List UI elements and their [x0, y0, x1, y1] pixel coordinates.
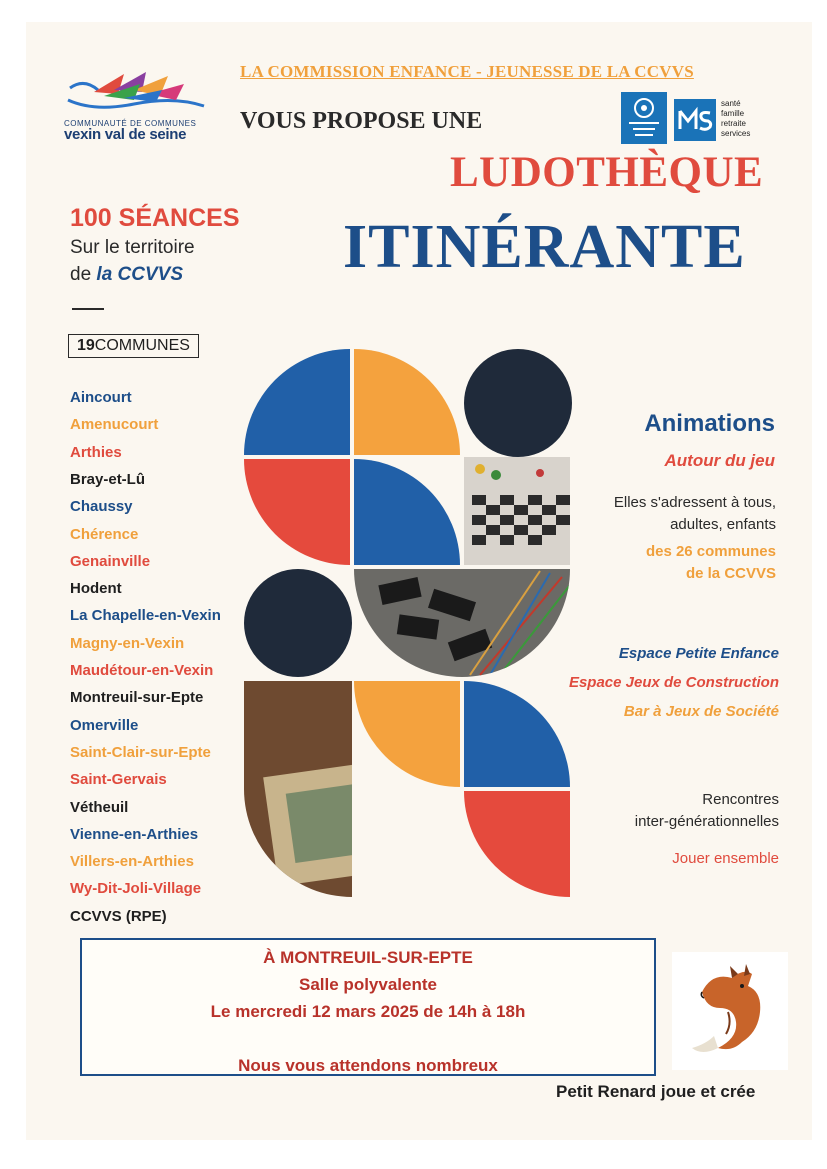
adresse-line-1: Elles s'adressent à tous, — [613, 494, 776, 511]
quarter-orange-1 — [354, 349, 460, 455]
logo-swirl-icon — [64, 68, 214, 114]
commune-item: Wy-Dit-Joli-Village — [70, 880, 202, 898]
event-box — [80, 938, 656, 1076]
commune-item: Vienne-en-Arthies — [70, 825, 199, 843]
commune-item: Vétheuil — [70, 798, 129, 816]
commune-item: Bray-et-Lû — [70, 470, 146, 488]
msa-line-3: retraite — [721, 119, 746, 128]
communes-count: 19 — [77, 337, 95, 354]
fox-caption: Petit Renard joue et crée — [556, 1082, 756, 1101]
caf-icon — [621, 92, 667, 144]
adresse-line-2: adultes, enfants — [670, 516, 776, 533]
commune-item: Arthies — [70, 443, 122, 461]
fox-illustration — [672, 952, 788, 1070]
rencontres-line-2: inter-générationnelles — [634, 813, 779, 830]
event-invite: Nous vous attendons nombreux — [238, 1056, 498, 1075]
animations-heading: Animations — [644, 410, 775, 437]
quarter-blue-2 — [354, 459, 460, 565]
ccvvs-logo — [64, 68, 214, 143]
commune-item: Hodent — [70, 580, 122, 598]
commune-item: Chérence — [70, 525, 139, 543]
event-date: Le mercredi 12 mars 2025 de 14h à 18h — [210, 1002, 526, 1021]
msa-line-1: santé — [721, 99, 741, 108]
fox-icon — [672, 952, 788, 1070]
commune-item: Montreuil-sur-Epte — [70, 689, 204, 707]
rencontres-line-1: Rencontres — [702, 791, 779, 808]
communes-label: COMMUNES — [94, 337, 190, 354]
dominos-photo — [354, 569, 570, 679]
communes26-line-2: de la CCVVS — [685, 565, 776, 582]
quarter-red-2 — [464, 791, 570, 897]
commune-item: Saint-Clair-sur-Epte — [70, 743, 211, 761]
communes26-line-1: des 26 communes — [645, 543, 776, 560]
event-place: À MONTREUIL-SUR-EPTE — [263, 948, 473, 967]
caf-logo — [621, 92, 667, 144]
circle-navy-2 — [244, 569, 352, 677]
commune-item: Chaussy — [70, 498, 133, 516]
quarter-blue-3 — [464, 681, 570, 787]
commission-heading: LA COMMISSION ENFANCE - JEUNESSE DE LA CCVVS — [240, 62, 694, 81]
logo-subtitle: COMMUNAUTÉ DE COMMUNES — [64, 119, 197, 128]
communes-badge — [68, 334, 199, 358]
commune-item: CCVVS (RPE) — [70, 907, 167, 925]
logo-name: vexin val de seine — [64, 126, 187, 143]
title-ludotheque: LUDOTHÈQUE — [450, 149, 764, 196]
commune-item: Omerville — [70, 716, 139, 734]
commune-item: Magny-en-Vexin — [70, 634, 185, 652]
commune-item: Aincourt — [70, 389, 132, 406]
divider — [72, 308, 104, 310]
ccvvs-line — [70, 264, 183, 286]
msa-logo — [674, 99, 764, 141]
territoire-line: Sur le territoire — [70, 237, 195, 258]
commune-item: Maudétour-en-Vexin — [70, 662, 214, 679]
seances-count: 100 SÉANCES — [70, 204, 240, 232]
ccvvs-em: la CCVVS — [96, 264, 184, 285]
quarter-blue-1 — [244, 349, 350, 455]
chess-photo — [464, 457, 570, 565]
msa-line-4: services — [721, 129, 751, 138]
event-venue: Salle polyvalente — [299, 975, 437, 994]
ccvvs-prefix: de — [70, 264, 92, 285]
commune-item: La Chapelle-en-Vexin — [70, 607, 221, 625]
espace-petite-enfance: Espace Petite Enfance — [618, 645, 779, 662]
autour-du-jeu: Autour du jeu — [664, 451, 775, 470]
commune-item: Saint-Gervais — [70, 771, 167, 789]
central-graphic — [240, 345, 576, 900]
commune-item: Amenucourt — [70, 416, 159, 434]
jouer-ensemble: Jouer ensemble — [672, 850, 779, 867]
propose-heading: VOUS PROPOSE UNE — [240, 108, 483, 134]
quarter-red-1 — [244, 459, 350, 565]
msa-line-2: famille — [721, 109, 745, 118]
title-itinerante: ITINÉRANTE — [343, 213, 746, 281]
commune-item: Genainville — [70, 552, 151, 570]
msa-icon — [674, 99, 716, 141]
quarter-orange-2 — [354, 681, 460, 787]
espace-jeux-construction: Espace Jeux de Construction — [568, 674, 779, 691]
circle-navy-1 — [464, 349, 572, 457]
commune-item: Villers-en-Arthies — [70, 853, 194, 871]
bar-jeux-societe: Bar à Jeux de Société — [623, 703, 779, 720]
